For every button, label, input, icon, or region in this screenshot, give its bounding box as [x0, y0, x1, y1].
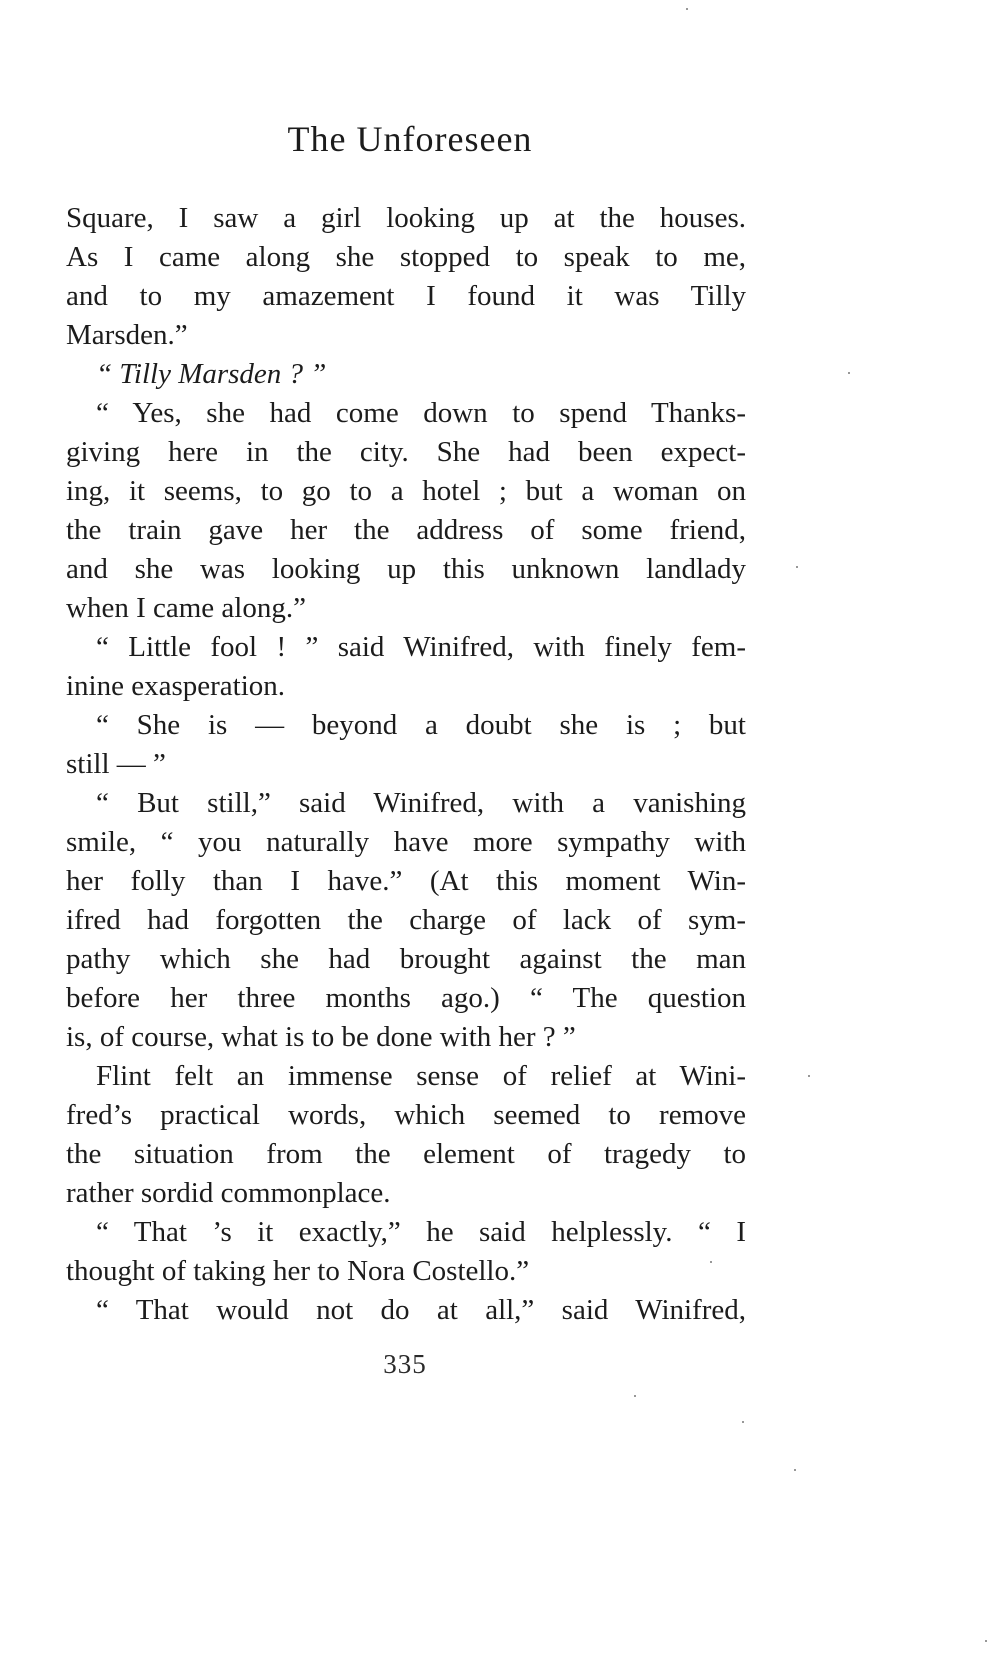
text-line: giving here in the city. She had been expect- — [66, 436, 746, 468]
scan-speck — [808, 1075, 810, 1077]
scan-speck — [794, 1469, 796, 1471]
text-line: Flint felt an immense sense of relief at Wini- — [96, 1060, 746, 1092]
text-line: rather sordid commonplace. — [66, 1177, 391, 1209]
text-line: ing, it seems, to go to a hotel ; but a woman on — [66, 475, 746, 507]
text-line: the train gave her the address of some friend, — [66, 514, 746, 546]
text-line: As I came along she stopped to speak to me, — [66, 241, 746, 273]
text-line: smile, “ you naturally have more sympathy with — [66, 826, 746, 858]
text-line: the situation from the element of tragedy to — [66, 1138, 746, 1170]
text-line: her folly than I have.” (At this moment Win- — [66, 865, 746, 897]
text-line: “ That ’s it exactly,” he said helplessly. “ I — [96, 1216, 746, 1248]
text-line: “ Little fool ! ” said Winifred, with finely fem- — [96, 631, 746, 663]
running-head: The Unforeseen — [287, 119, 533, 159]
text-line: thought of taking her to Nora Costello.” — [66, 1255, 530, 1287]
italic-name: “ Tilly Marsden ? ” — [96, 358, 327, 390]
scan-speck — [742, 1421, 744, 1423]
text-line: “ That would not do at all,” said Winifred, — [96, 1294, 746, 1326]
text-line: when I came along.” — [66, 592, 306, 624]
text-line: “ She is — beyond a doubt she is ; but — [96, 709, 746, 741]
text-line: “ Yes, she had come down to spend Thanks- — [96, 397, 746, 429]
scan-speck — [634, 1395, 636, 1397]
text-line: ifred had forgotten the charge of lack of sym- — [66, 904, 746, 936]
scan-speck — [985, 1640, 987, 1642]
scan-speck — [686, 8, 688, 10]
text-line: pathy which she had brought against the man — [66, 943, 746, 975]
text-line: is, of course, what is to be done with her ? ” — [66, 1021, 576, 1053]
text-line: before her three months ago.) “ The question — [66, 982, 746, 1014]
text-line: inine exasperation. — [66, 670, 286, 702]
text-line: and she was looking up this unknown landlady — [66, 553, 746, 585]
scan-speck — [796, 566, 798, 568]
page-number: 335 — [383, 1349, 427, 1379]
scan-speck — [710, 1261, 712, 1263]
text-line: still — ” — [66, 748, 166, 780]
scan-speck — [848, 372, 850, 374]
text-line: “ But still,” said Winifred, with a vanishing — [96, 787, 746, 819]
text-line: Marsden.” — [66, 319, 188, 351]
text-line: Square, I saw a girl looking up at the houses. — [66, 202, 746, 234]
body-text — [66, 199, 746, 1330]
text-line: and to my amazement I found it was Tilly — [66, 280, 746, 312]
text-line: fred’s practical words, which seemed to remove — [66, 1099, 746, 1131]
text-line-italic — [66, 355, 746, 394]
